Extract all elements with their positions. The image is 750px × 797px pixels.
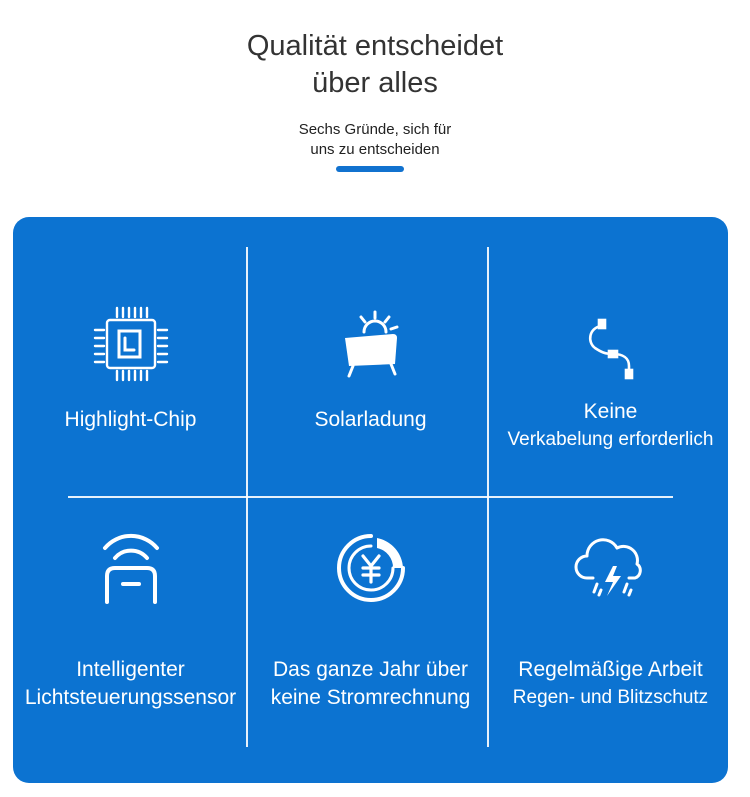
page-subtitle [0, 120, 750, 160]
feature-light-sensor [13, 528, 248, 712]
features-panel [13, 217, 728, 783]
light-sensor-icon [91, 528, 171, 608]
title-line-2: über alles [312, 67, 438, 99]
solar-panel-icon [331, 304, 411, 384]
header [0, 0, 750, 210]
divider-horizontal [68, 496, 673, 498]
storm-cloud-icon [571, 528, 651, 608]
feature-no-electricity-bill [253, 528, 488, 712]
feature-solar-charging [253, 304, 488, 434]
feature-label-line-2: Lichtsteuerungssensor [24, 686, 237, 709]
feature-label: Keine [583, 400, 638, 423]
feature-no-wiring [493, 304, 728, 453]
feature-label-line-2: keine Stromrechnung [270, 686, 471, 709]
feature-label-line-2: Verkabelung erforderlich [507, 429, 714, 450]
feature-label: Intelligenter [76, 658, 185, 681]
yen-coin-icon [331, 528, 411, 608]
feature-label: Solarladung [314, 408, 427, 431]
feature-label: Das ganze Jahr über [273, 658, 468, 681]
accent-bar [336, 166, 404, 172]
feature-rain-lightning-protection [493, 528, 728, 711]
title-line-1: Qualität entscheidet [246, 30, 504, 62]
subtitle-line-2: uns zu entscheiden [310, 141, 440, 158]
feature-label: Highlight-Chip [64, 408, 197, 431]
feature-label: Regelmäßige Arbeit [518, 658, 703, 681]
cable-icon [571, 304, 651, 384]
feature-label-line-2: Regen- und Blitzschutz [512, 687, 709, 708]
chip-icon [91, 304, 171, 384]
feature-highlight-chip [13, 304, 248, 434]
subtitle-line-1: Sechs Gründe, sich für [298, 121, 452, 138]
page-title [0, 28, 750, 102]
